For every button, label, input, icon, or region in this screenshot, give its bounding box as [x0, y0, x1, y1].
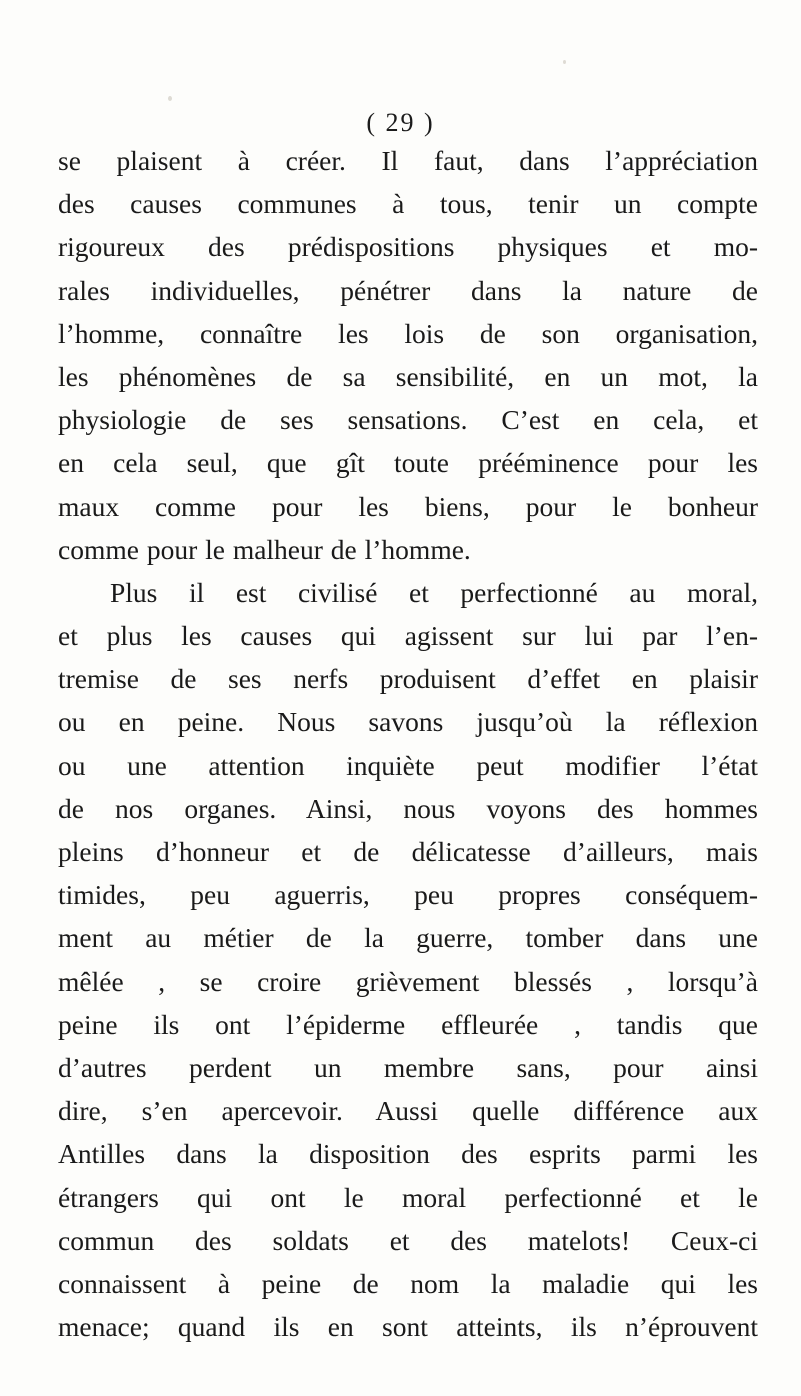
text-line: peine ils ont l’épiderme effleurée , tandis que — [58, 1008, 758, 1040]
text-line: menace; quand ils en sont atteints, ils n’éprouvent — [58, 1311, 758, 1343]
page-number: ( 29 ) — [366, 108, 435, 137]
text-line: de nos organes. Ainsi, nous voyons des hommes — [58, 792, 758, 824]
text-line: rigoureux des prédispositions physiques et mo- — [58, 231, 758, 263]
text-line: tremise de ses nerfs produisent d’effet en plaisir — [58, 663, 758, 695]
text-line: se plaisent à créer. Il faut, dans l’appréciation — [58, 145, 758, 176]
text-line: dire, s’en apercevoir. Aussi quelle différence aux — [58, 1095, 758, 1127]
text-line: étrangers qui ont le moral perfectionné et le — [58, 1181, 758, 1213]
text-line: connaissent à peine de nom la maladie qui les — [58, 1267, 758, 1299]
text-line: ou une attention inquiète peut modifier l’état — [58, 749, 758, 781]
text-line: ment au métier de la guerre, tomber dans une — [58, 922, 758, 954]
text-line: timides, peu aguerris, peu propres conséquem- — [58, 879, 758, 911]
paper-speck — [563, 60, 566, 64]
text-line: comme pour le malheur de l’homme. — [58, 533, 471, 565]
text-line: physiologie de ses sensations. C’est en cela, et — [58, 404, 758, 436]
text-line: et plus les causes qui agissent sur lui par l’en- — [58, 620, 758, 652]
text-line: pleins d’honneur et de délicatesse d’ailleurs, mais — [58, 836, 758, 867]
text-line: les phénomènes de sa sensibilité, en un mot, la — [58, 360, 758, 392]
text-line: commun des soldats et des matelots! Ceux-ci — [58, 1224, 758, 1256]
text-line: Antilles dans la disposition des esprits parmi les — [58, 1138, 758, 1170]
text-line: rales individuelles, pénétrer dans la nature de — [58, 274, 758, 306]
text-line: mêlée , se croire grièvement blessés , lorsqu’à — [58, 965, 758, 997]
text-line: ou en peine. Nous savons jusqu’où la réflexion — [58, 706, 758, 738]
text-line: l’homme, connaître les lois de son organisation, — [58, 317, 758, 349]
paper-speck — [168, 96, 172, 101]
body-text — [58, 139, 758, 1348]
text-line: d’autres perdent un membre sans, pour ainsi — [58, 1051, 758, 1083]
text-line: maux comme pour les biens, pour le bonheur — [58, 490, 758, 522]
text-line: Plus il est civilisé et perfectionné au moral, — [110, 576, 758, 608]
text-line: en cela seul, que gît toute prééminence pour les — [58, 447, 758, 479]
text-line: des causes communes à tous, tenir un compte — [58, 188, 758, 220]
